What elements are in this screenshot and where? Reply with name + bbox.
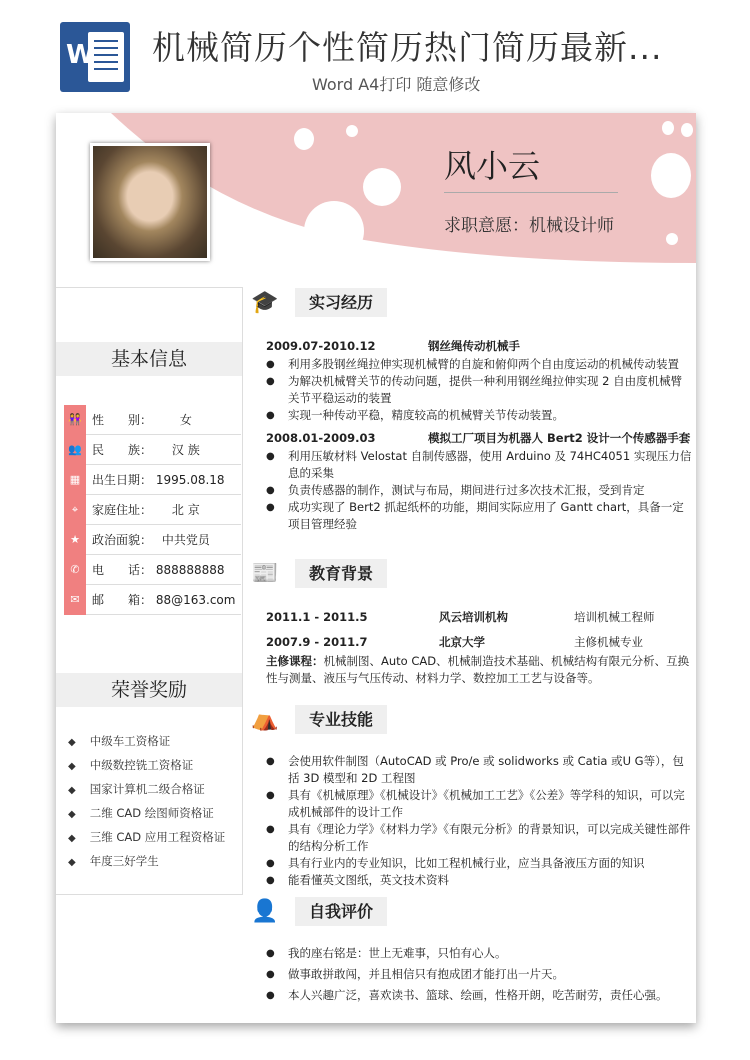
honor-item [68,829,225,845]
info-row [86,465,241,495]
word-letter: W [66,40,95,70]
bullet: ● 负责传感器的制作，测试与布局，期间进行过多次技术汇报，受到肯定 [266,482,692,499]
honor-text: 中级数控铣工资格证 [89,758,194,772]
info-label: 性 别： [92,413,153,427]
info-value: 女 [179,413,192,427]
bullet: ● 做事敢拼敢闯，并且相信只有抱成团才能打出一片天。 [266,966,692,983]
edu-date: 2007.9 - 2011.7 [266,635,368,649]
document-subtitle: Word A4打印 随意修改 [312,75,481,94]
honor-item [68,757,193,773]
divider [444,192,618,193]
newspaper-icon: 📰 [251,561,279,586]
bullet: ● 我的座右铭是：世上无难事，只怕有心人。 [266,945,692,962]
person-icon: 👤 [251,899,279,924]
info-row [86,585,241,615]
document-title: 机械简历个性简历热门简历最新... [152,28,663,67]
info-label: 民 族： [92,443,153,457]
bullet: ● 具有《机械原理》《机械设计》《机械加工工艺》《公差》等学科的知识，可以完成机械部件的设计工作 [266,787,692,821]
resume-page [56,113,696,1023]
edu-date: 2011.1 - 2011.5 [266,610,368,624]
honor-item [68,805,214,821]
main-column [248,288,692,1024]
info-label: 电 话： [92,563,153,577]
section-skills [248,705,692,735]
info-label: 邮 箱： [92,593,153,607]
bullet: ● 实现一种传动平稳，精度较高的机械臂关节传动装置。 [266,407,692,424]
entry-date: 2009.07-2010.12 [266,339,376,353]
diamond-bullet-icon: ◆ [68,833,76,844]
diamond-bullet-icon: ◆ [68,785,76,796]
bullet: ● 具有行业内的专业知识，比如工程机械行业，应当具备液压方面的知识 [266,855,692,872]
entry-project: 钢丝绳传动机械手 [428,339,520,353]
bullet: ● 具有《理论力学》《材料力学》《有限元分析》的背景知识，可以完成关键性部件的结构分析工作 [266,821,692,855]
location-icon: ⌖ [71,503,79,516]
gender-icon: 👭 [68,413,82,426]
honor-item [68,853,159,869]
info-value: 中共党员 [161,533,210,547]
bullet: ● 利用多股钢丝绳拉伸实现机械臂的自旋和俯仰两个自由度运动的机械传动装置 [266,356,692,373]
info-row [86,495,241,525]
info-label: 出生日期： [92,473,153,487]
bullet: ● 利用压敏材料 Velostat 自制传感器，使用 Arduino 及 74HC4051 实现压力信息的采集 [266,448,692,482]
section-title: 实习经历 [295,288,387,317]
info-value: 88@163.com [155,593,236,607]
badge-icon: ★ [70,533,80,546]
entry-date: 2008.01-2009.03 [266,431,376,445]
word-icon [60,22,130,92]
job-intent: 求职意愿：机械设计师 [444,216,614,236]
calendar-icon: ▦ [69,473,81,486]
people-icon: 👥 [68,443,82,456]
honors-heading: 荣誉奖励 [56,673,242,707]
profile-photo [90,143,210,261]
honor-text: 国家计算机二级合格证 [89,782,205,796]
basic-info-heading: 基本信息 [56,342,242,376]
bullet: ● 为解决机械臂关节的传动问题，提供一种利用钢丝绳拉伸实现 2 自由度机械臂关节平稳运动的装置 [266,373,692,407]
self-evaluation-content [266,945,692,1004]
info-value: 1995.08.18 [155,473,225,487]
section-self-evaluation [248,897,692,927]
bullet: ● 会使用软件制图（AutoCAD 或 Pro/e 或 solidworks 或 Catia 或U G等），包括 3D 模型和 2D 工程图 [266,753,692,787]
info-value: 888888888 [155,563,225,577]
diamond-bullet-icon: ◆ [68,761,76,772]
info-label: 家庭住址： [92,503,153,517]
edu-major: 培训机械工程师 [574,610,655,624]
courses-text: 机械制图、Auto CAD、机械制造技术基础、机械结构有限元分析、互换性与测量、液压与气压传动、材料力学、数控加工工艺与设备等。 [266,654,690,685]
bullet: ● 能看懂英文图纸，英文技术资料 [266,872,692,889]
tripod-camera-icon: ⛺ [251,707,279,732]
info-row [86,405,241,435]
info-row [86,555,241,585]
honor-text: 中级车工资格证 [89,734,171,748]
info-label: 政治面貌： [92,533,153,547]
bullet: ● 成功实现了 Bert2 抓起纸杯的功能，期间实际应用了 Gantt chart，具备一定项目管理经验 [266,499,692,533]
skills-content [266,753,692,889]
internship-content [266,336,692,533]
edu-major: 主修机械专业 [574,635,643,649]
edu-school: 北京大学 [439,635,485,649]
section-education [248,559,692,589]
honor-item [68,781,205,797]
bullet: ● 本人兴趣广泛，喜欢读书、篮球、绘画，性格开朗，吃苦耐劳，责任心强。 [266,987,692,1004]
section-title: 专业技能 [295,705,387,734]
diamond-bullet-icon: ◆ [68,857,76,868]
info-row [86,525,241,555]
diamond-bullet-icon: ◆ [68,737,76,748]
mail-icon: ✉ [70,593,80,606]
education-content [266,607,692,687]
edu-school: 风云培训机构 [439,610,508,624]
graduation-cap-icon: 🎓 [251,290,279,315]
info-value: 汉 族 [171,443,200,457]
courses-label: 主修课程： [266,654,324,668]
section-internship [248,288,692,318]
info-row [86,435,241,465]
diamond-bullet-icon: ◆ [68,809,76,820]
section-title: 自我评价 [295,897,387,926]
honor-text: 年度三好学生 [89,854,159,868]
info-value: 北 京 [171,503,200,517]
honor-item [68,733,170,749]
phone-icon: ✆ [70,563,80,576]
entry-project: 模拟工厂项目为机器人 Bert2 设计一个传感器手套 [428,431,691,445]
candidate-name: 风小云 [444,147,541,185]
section-title: 教育背景 [295,559,387,588]
honor-text: 三维 CAD 应用工程资格证 [89,830,226,844]
honor-text: 二维 CAD 绘图师资格证 [89,806,214,820]
